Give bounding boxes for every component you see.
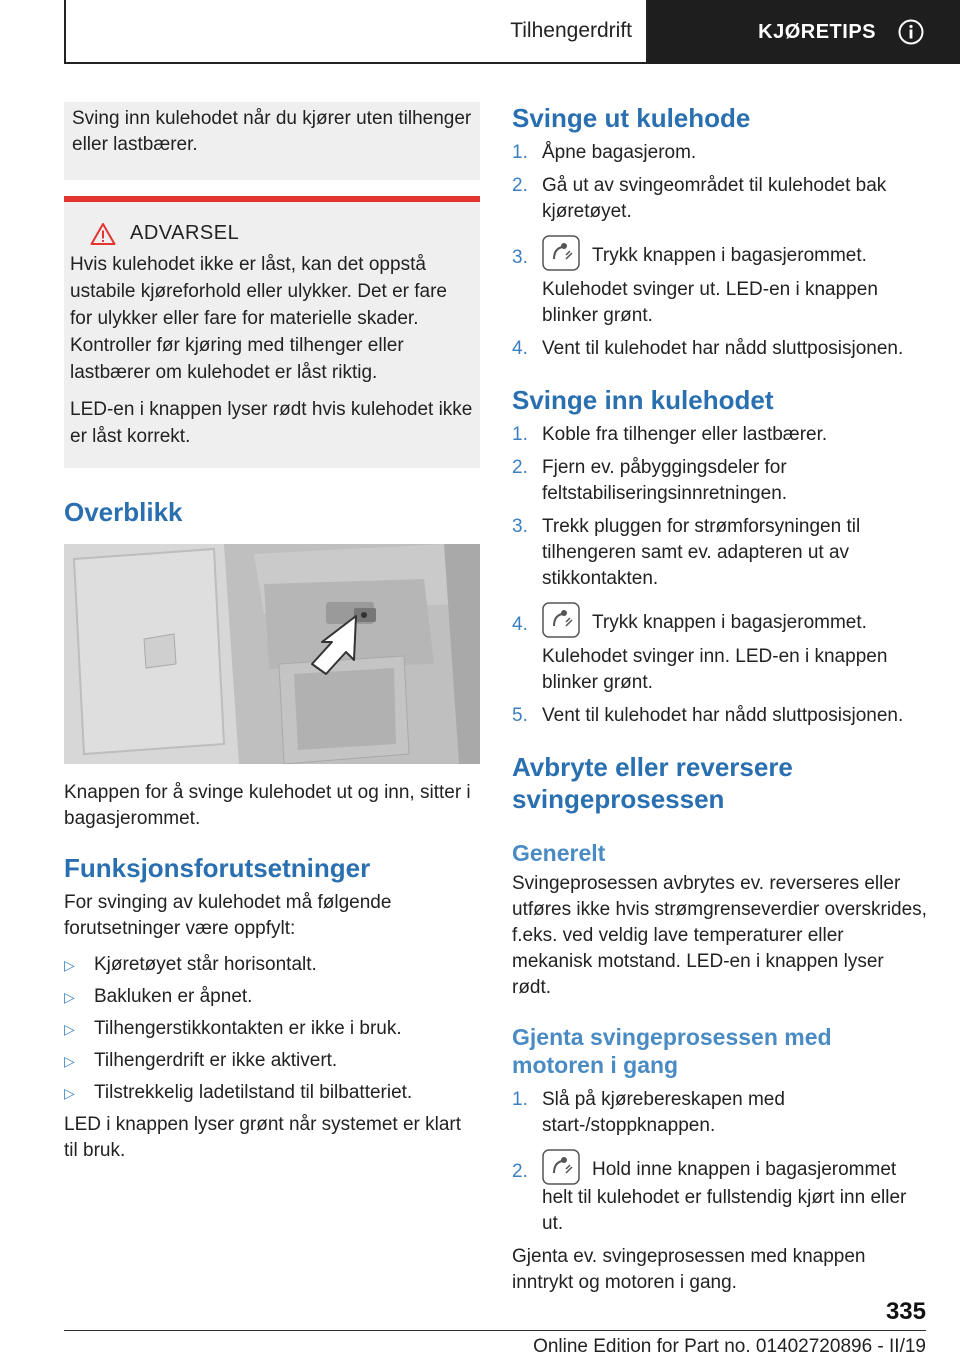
requirements-outro: LED i knappen lyser grønt når systemet er klart til bruk. (64, 1114, 462, 1161)
list-item: ▷ Kjøretøyet står horisontalt. (64, 952, 480, 978)
list-item: 3. Trekk pluggen for strømforsyningen til tilhengeren samt ev. adapteren ut av stikkontakten. (512, 516, 861, 589)
note-box (64, 102, 480, 180)
list-item: ▷ Bakluken er åpnet. (64, 984, 480, 1010)
requirements-heading: Funksjonsforutsetninger (64, 853, 371, 883)
warning-title: ADVARSEL (130, 222, 240, 244)
list-item: 2. Fjern ev. påbyggingsdeler for feltstabiliseringsinnretningen. (512, 457, 788, 504)
header-chapter-title: KJØRETIPS (758, 20, 876, 43)
overview-heading: Overblikk (64, 497, 183, 527)
header-section-title: Tilhengerdrift (510, 19, 632, 42)
triangle-bullet-icon: ▷ (64, 1085, 75, 1101)
list-item: 2. Hold inne knappen i bagasjerommet helt til kulehodet er fullstendig kjørt inn eller ut. (512, 1149, 928, 1237)
trailer-hitch-button-icon (542, 235, 580, 271)
page-number: 335 (885, 1298, 926, 1325)
photo-caption: Knappen for å svinge kulehodet ut og inn, sitter i bagasjerommet. (64, 782, 471, 829)
list-item: 3. Trykk knappen i bagasjerommet. Kulehodet svinger ut. LED-en i knappen blinker grønt. (512, 235, 928, 329)
list-item: ▷ Tilhengerstikkontakten er ikke i bruk. (64, 1016, 480, 1042)
list-item: 2. Gå ut av svingeområdet til kulehodet bak kjøretøyet. (512, 175, 887, 222)
list-item: ▷ Tilhengerdrift er ikke aktivert. (64, 1048, 480, 1074)
info-icon (898, 19, 924, 45)
warning-box (64, 196, 480, 468)
requirements-list (64, 952, 480, 1106)
swing-out-steps (512, 140, 928, 362)
list-item: 1. Koble fra tilhenger eller lastbærer. (512, 424, 828, 445)
general-heading: Generelt (512, 840, 606, 866)
swing-in-step4-result: Kulehodet svinger inn. LED-en i knappen blinker grønt. (542, 646, 888, 693)
warning-paragraph-1: Hvis kulehodet ikke er låst, kan det oppstå ustabile kjøreforhold eller ulykker. Det er fare for ulykker eller fare for materielle skader. Kontroller før kjøring med tilhenger eller lastbærer om kulehodet er låst riktig. (70, 254, 447, 383)
list-item: 4. Trykk knappen i bagasjerommet. Kulehodet svinger inn. LED-en i knappen blinker grønt. (512, 602, 928, 696)
repeat-steps (512, 1087, 928, 1237)
right-column (512, 102, 928, 1296)
general-text: Svingeprosessen avbrytes ev. reverseres eller utføres ikke hvis strømgrenseverdier overskrides, f.eks. ved veldig lave temperaturer eller mekanisk motstand. LED-en i knappen lyser rødt. (512, 873, 927, 998)
warning-triangle-icon (90, 222, 116, 246)
list-item: 4. Vent til kulehodet har nådd sluttposisjonen. (512, 338, 904, 359)
left-column (64, 102, 480, 1164)
swing-in-steps (512, 422, 928, 729)
triangle-bullet-icon: ▷ (64, 989, 75, 1005)
header-chapter-box (648, 0, 960, 64)
swing-out-heading: Svinge ut kulehode (512, 103, 751, 133)
repeat-heading: Gjenta svingeprosessen med motoren i gang (512, 1024, 832, 1078)
list-item: ▷ Tilstrekkelig ladetilstand til bilbatteriet. (64, 1080, 480, 1106)
requirements-intro: For svinging av kulehodet må følgende forutsetninger være oppfylt: (64, 892, 392, 939)
trailer-hitch-button-icon (542, 602, 580, 638)
list-item: 5. Vent til kulehodet har nådd sluttposisjonen. (512, 705, 904, 726)
abort-heading: Avbryte eller reversere svingeprosessen (512, 752, 793, 814)
warning-header (70, 220, 474, 247)
note-text: Sving inn kulehodet når du kjører uten tilhenger eller lastbærer. (72, 108, 472, 155)
triangle-bullet-icon: ▷ (64, 1021, 75, 1037)
edition-text: Online Edition for Part no. 01402720896 - II/19 (533, 1336, 926, 1357)
triangle-bullet-icon: ▷ (64, 1053, 75, 1069)
footer-divider (64, 1330, 926, 1331)
swing-in-heading: Svinge inn kulehodet (512, 385, 774, 415)
list-item: 1. Åpne bagasjerom. (512, 142, 697, 163)
warning-paragraph-2: LED-en i knappen lyser rødt hvis kulehodet ikke er låst korrekt. (70, 399, 473, 447)
trunk-button-photo (64, 544, 480, 764)
repeat-outro: Gjenta ev. svingeprosessen med knappen inntrykt og motoren i gang. (512, 1246, 866, 1293)
swing-out-step3-result: Kulehodet svinger ut. LED-en i knappen blinker grønt. (542, 279, 878, 326)
header-section-box (64, 0, 648, 64)
trailer-hitch-button-icon (542, 1149, 580, 1185)
triangle-bullet-icon: ▷ (64, 957, 75, 973)
list-item: 1. Slå på kjørebereskapen med start-/stoppknappen. (512, 1089, 785, 1136)
